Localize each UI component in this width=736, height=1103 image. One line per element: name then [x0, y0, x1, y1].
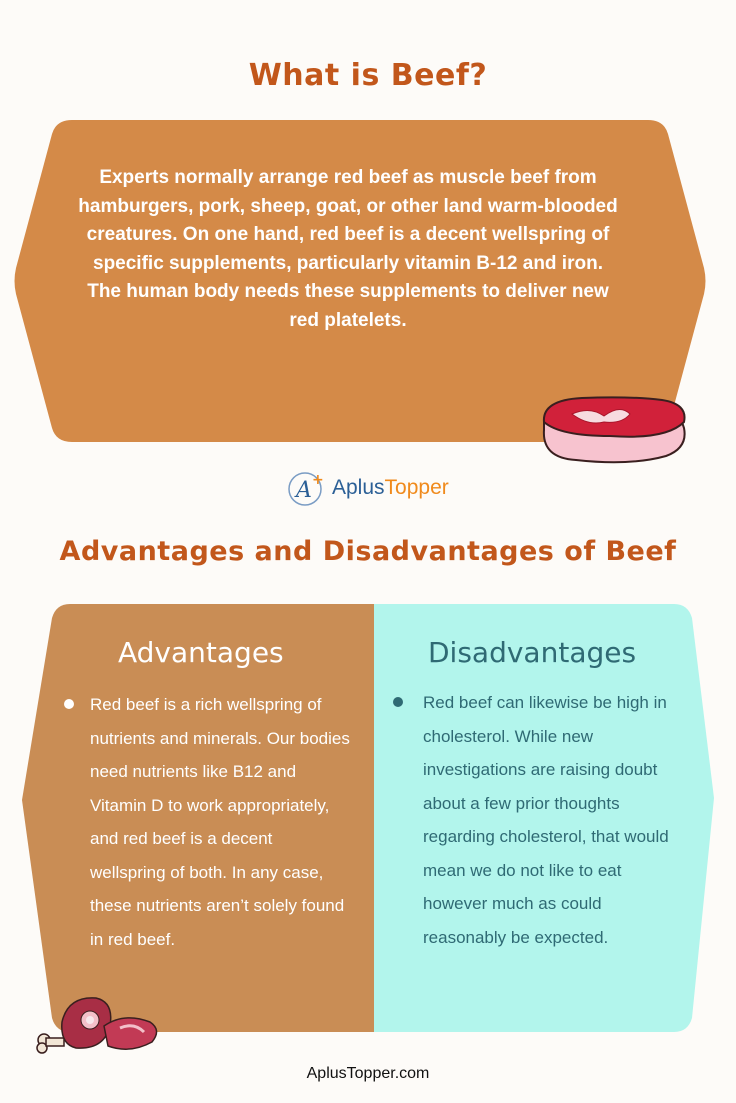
disadvantages-bullet [393, 697, 403, 707]
svg-text:+: + [312, 472, 324, 488]
disadvantages-text: Red beef can likewise be high in cholesterol. While new investigations are raising doubt about a few prior thoughts regarding cholesterol, that would mean we do not like to eat however much as could reasonably be expected. [423, 693, 669, 947]
svg-text:A: A [296, 478, 312, 503]
advantages-text: Red beef is a rich wellspring of nutrients and minerals. Our bodies need nutrients like B12 and Vitamin D to work appropriately, and red beef is a decent wellspring of both. In any case, these nutrients aren’t solely found in red beef. [90, 695, 350, 949]
meat-drumstick-icon [34, 992, 162, 1054]
advantages-title: Advantages [118, 636, 284, 669]
footer-site-link[interactable]: AplusTopper.com [306, 1065, 430, 1082]
logo-part-aplus: Aplus [332, 476, 385, 499]
advantages-bullet [64, 699, 74, 709]
steak-icon [538, 394, 690, 466]
logo-part-topper: Topper [384, 476, 449, 499]
logo-text[interactable] [332, 476, 449, 500]
section-title: Advantages and Disadvantages of Beef [59, 536, 677, 567]
intro-text: Experts normally arrange red beef as muscle beef from hamburgers, pork, sheep, goat, or other land warm-blooded creatures. On one hand, red beef is a decent wellspring of specific supplements, particularly vitamin B-12 and iron. The human body needs these supplements to deliver new red platelets. [78, 167, 618, 331]
page-title: What is Beef? [248, 58, 488, 93]
disadvantages-title: Disadvantages [428, 636, 637, 669]
